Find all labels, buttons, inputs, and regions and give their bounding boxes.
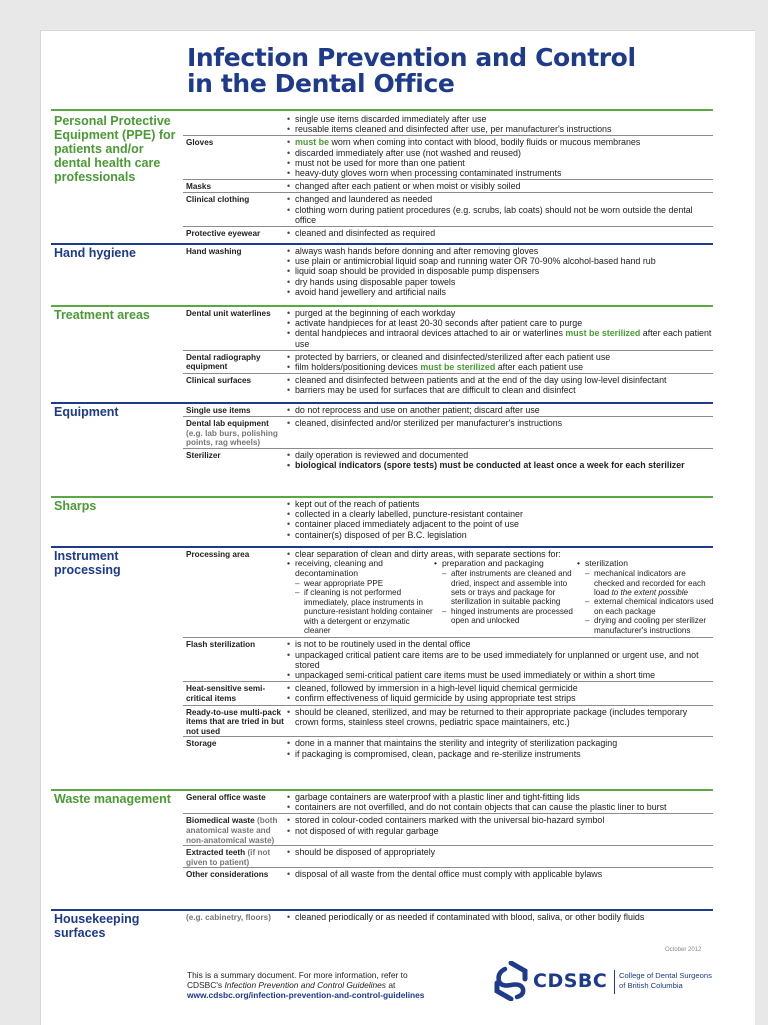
row-label: Flash sterilization [186, 640, 256, 650]
section-title: Instrument processing [54, 549, 121, 577]
footer-text: CDSBC's [187, 980, 225, 990]
item-text: dental handpieces and intraoral devices attached to air or waterlines [295, 328, 566, 339]
item-text: after each patient use [495, 362, 584, 373]
label-main: Dental lab equipment [186, 419, 269, 429]
list-item: • single use items discarded immediately after use [286, 114, 713, 124]
guidelines-link[interactable]: www.cdsbc.org/infection-prevention-and-control-guidelines [187, 990, 425, 1000]
row-label: Ready-to-use multi-pack items that are tried in but not used [186, 707, 284, 736]
list-item: • clear separation of clean and dirty areas, with separate sections for: [286, 549, 716, 559]
list-item: • confirm effectiveness of liquid germicide by using appropriate test strips [286, 693, 713, 703]
column-subitem [576, 569, 716, 597]
table-row [183, 681, 713, 704]
document-page [40, 30, 755, 1025]
item-text: after each patient use [295, 328, 712, 349]
section-title: Hand hygiene [54, 246, 136, 260]
list-item: • always wash hands before donning and after removing gloves [286, 246, 713, 256]
list-item: • if packaging is compromised, clean, package and re-sterilize instruments [286, 749, 713, 759]
section-title: Treatment areas [54, 308, 150, 322]
cdsbc-logo [493, 961, 743, 1001]
column-subitem: – hinged instruments are processed open and unlocked [433, 607, 576, 626]
row-label: Dental unit waterlines [186, 309, 271, 318]
document-date: October 2012 [665, 947, 702, 953]
highlight-text: must be sterilized [565, 328, 641, 339]
footer-line: This is a summary document. For more information, refer to [187, 970, 408, 980]
college-name-line: of British Columbia [619, 980, 683, 990]
row-label: Processing area [186, 550, 250, 559]
list-item: • not disposed of with regular garbage [286, 826, 713, 836]
table-row [183, 245, 713, 298]
table-row [183, 416, 713, 448]
highlight-text: must be sterilized [420, 362, 496, 373]
table-row [183, 179, 713, 192]
logo-wordmark: CDSBC [533, 970, 608, 992]
row-label: Single use items [186, 406, 251, 415]
label-note: (both anatomical waste and non-anatomical waste) [186, 816, 278, 845]
list-item: • heavy-duty gloves worn when processing contaminated instruments [286, 168, 713, 178]
list-item: • dry hands using disposable paper towels [286, 277, 713, 287]
list-item: • activate handpieces for at least 20-30 seconds after patient care to purge [286, 318, 713, 328]
row-label [183, 814, 286, 845]
section-title: Waste management [54, 792, 171, 806]
label-main: Extracted teeth [186, 848, 246, 858]
list-item: • stored in colour-coded containers marked with the universal bio-hazard symbol [286, 815, 713, 825]
table-row [183, 135, 713, 179]
table-row [183, 736, 713, 759]
page-title [187, 45, 636, 97]
row-label: Other considerations [186, 870, 269, 880]
list-item: • changed and laundered as needed [286, 194, 713, 204]
label-main: Biomedical waste [186, 816, 255, 826]
list-item: • avoid hand jewellery and artificial nails [286, 287, 713, 297]
label-note: (e.g. lab burs, polishing points, rag wheels) [186, 428, 278, 448]
list-item: • changed after each patient or when moist or visibly soiled [286, 181, 713, 191]
table-row [183, 448, 713, 471]
list-item: • cleaned, followed by immersion in a high-level liquid chemical germicide [286, 683, 713, 693]
table-row [183, 192, 713, 226]
list-item: • cleaned and disinfected between patients and at the end of the day using low-level disinfectant [286, 375, 713, 385]
list-item [286, 137, 713, 147]
row-label [183, 498, 286, 541]
table-row [183, 705, 713, 737]
list-item: • kept out of the reach of patients [286, 499, 713, 509]
list-item: • daily operation is reviewed and documented [286, 450, 713, 460]
college-name-line: College of Dental Surgeons [619, 971, 712, 980]
list-item: • must not be used for more than one patient [286, 158, 713, 168]
list-item [286, 362, 713, 372]
table-row [183, 307, 713, 350]
list-item: • garbage containers are waterproof with a plastic liner and tight-fitting lids [286, 792, 713, 802]
college-name [619, 971, 712, 990]
section-title: Sharps [54, 499, 97, 513]
list-item: • do not reprocess and use on another patient; discard after use [286, 405, 713, 415]
row-label: General office waste [186, 793, 266, 802]
section-title: Housekeeping surfaces [54, 912, 140, 940]
list-item: • clothing worn during patient procedures (e.g. scrubs, lab coats) should not be worn outside the dental office [286, 205, 713, 225]
row-label: Sterilizer [186, 450, 221, 460]
list-item: • containers are not overfilled, and do not contain objects that can cause the plastic liner to burst [286, 802, 713, 812]
row-label: Clinical surfaces [186, 376, 252, 386]
table-row [183, 113, 713, 135]
processing-columns [286, 559, 716, 637]
row-label: Dental radiography equipment [186, 352, 261, 372]
list-item: • container placed immediately adjacent to the point of use [286, 519, 713, 529]
table-row [183, 637, 713, 681]
item-text: worn when coming into contact with blood, bodily fluids or mucous membranes [329, 137, 641, 148]
list-item: • done in a manner that maintains the sterility and integrity of sterilization packaging [286, 738, 713, 748]
row-label [183, 417, 286, 448]
row-label: Masks [186, 182, 212, 192]
section-title: Personal Protective Equipment (PPE) for patients and/or dental health care professionals [54, 114, 176, 184]
list-item: • unpackaged semi-critical patient care items must be used immediately or within a short time [286, 670, 713, 680]
column-heading: • sterilization [576, 559, 716, 569]
label-note: (e.g. cabinetry, floors) [186, 913, 271, 922]
cdsbc-emblem-icon [493, 961, 529, 1001]
table-row [183, 791, 713, 813]
list-item: • cleaned, disinfected and/or sterilized per manufacturer's instructions [286, 418, 713, 428]
column-subitem: – if cleaning is not performed immediately, place instruments in puncture-resistant holding container with a detergent or enzymatic cleaner [286, 588, 433, 635]
table-row [183, 226, 713, 239]
row-label: Clinical clothing [186, 195, 250, 205]
row-label [183, 846, 286, 867]
label-note: (if not given to patient) [186, 848, 271, 867]
table-row [183, 404, 713, 416]
footer-line [187, 980, 424, 990]
column-subitem: – after instruments are cleaned and dried, inspect and assemble into sets or trays and package for sterilization in suitable packing [433, 569, 576, 607]
column-receiving [286, 559, 433, 635]
table-row [183, 548, 713, 637]
guidelines-title: Infection Prevention and Control Guidelines [224, 980, 386, 990]
italic-note: to the extent possible [611, 587, 689, 597]
list-item: • liquid soap should be provided in disposable pump dispensers [286, 266, 713, 276]
table-row [183, 350, 713, 373]
column-subitem: – drying and cooling per sterilizer manufacturer's instructions [576, 616, 716, 635]
column-subitem: – wear appropriate PPE [286, 579, 433, 588]
list-item: • container(s) disposed of per B.C. legislation [286, 530, 713, 540]
list-item: • protected by barriers, or cleaned and disinfected/sterilized after each patient use [286, 352, 713, 362]
table-row [183, 867, 713, 880]
highlight-text: must be [295, 137, 330, 148]
row-label: Protective eyewear [186, 229, 261, 239]
list-item: • discarded immediately after use (not washed and reused) [286, 148, 713, 158]
title-line-1: Infection Prevention and Control [187, 43, 636, 72]
title-divider [51, 109, 713, 111]
logo-divider [614, 970, 615, 994]
list-item: • biological indicators (spore tests) must be conducted at least once a week for each sterilizer [286, 460, 713, 470]
list-item: • should be disposed of appropriately [286, 847, 713, 857]
list-item: • should be cleaned, sterilized, and may be returned to their appropriate package (includes temporary crown forms, stainless steel crowns, pediatric space maintainers, etc.) [286, 707, 713, 727]
row-label: Storage [186, 739, 217, 749]
row-label: Hand washing [186, 247, 242, 256]
list-item: • barriers may be used for surfaces that are difficult to clean and disinfect [286, 385, 713, 395]
list-item: • use plain or antimicrobial liquid soap and running water OR 70-90% alcohol-based hand rub [286, 256, 713, 266]
row-label [183, 113, 286, 135]
footer-note [187, 970, 424, 1000]
row-label: Heat-sensitive semi-critical items [186, 684, 266, 703]
title-line-2: in the Dental Office [187, 69, 455, 98]
row-label: Gloves [186, 138, 214, 148]
footer-text: at [386, 980, 396, 990]
list-item: • cleaned and disinfected as required [286, 228, 713, 238]
table-row [183, 373, 713, 396]
list-item: • cleaned periodically or as needed if contaminated with blood, saliva, or other bodily fluids [286, 912, 713, 922]
table-row [183, 911, 713, 923]
list-item [286, 328, 713, 348]
column-heading: • preparation and packaging [433, 559, 576, 569]
row-label [183, 911, 286, 923]
list-item: • unpackaged critical patient care items are to be used immediately for unplanned or urgent use, and not stored [286, 650, 713, 670]
item-text: film holders/positioning devices [295, 362, 421, 373]
table-row [183, 498, 713, 541]
list-item: • reusable items cleaned and disinfected after use, per manufacturer's instructions [286, 124, 713, 134]
list-item: • disposal of all waste from the dental office must comply with applicable bylaws [286, 869, 713, 879]
item-text: mechanical indicators are checked and recorded for each load [594, 569, 706, 597]
column-subitem: – external chemical indicators used on each package [576, 597, 716, 616]
list-item: • purged at the beginning of each workday [286, 308, 713, 318]
list-item: • is not to be routinely used in the dental office [286, 639, 713, 649]
table-row [183, 845, 713, 867]
list-item: • collected in a clearly labelled, puncture-resistant container [286, 509, 713, 519]
column-sterilization [576, 559, 716, 635]
table-row [183, 813, 713, 845]
column-heading: • receiving, cleaning and decontamination [286, 559, 433, 579]
column-preparation [433, 559, 576, 635]
section-title: Equipment [54, 405, 119, 419]
